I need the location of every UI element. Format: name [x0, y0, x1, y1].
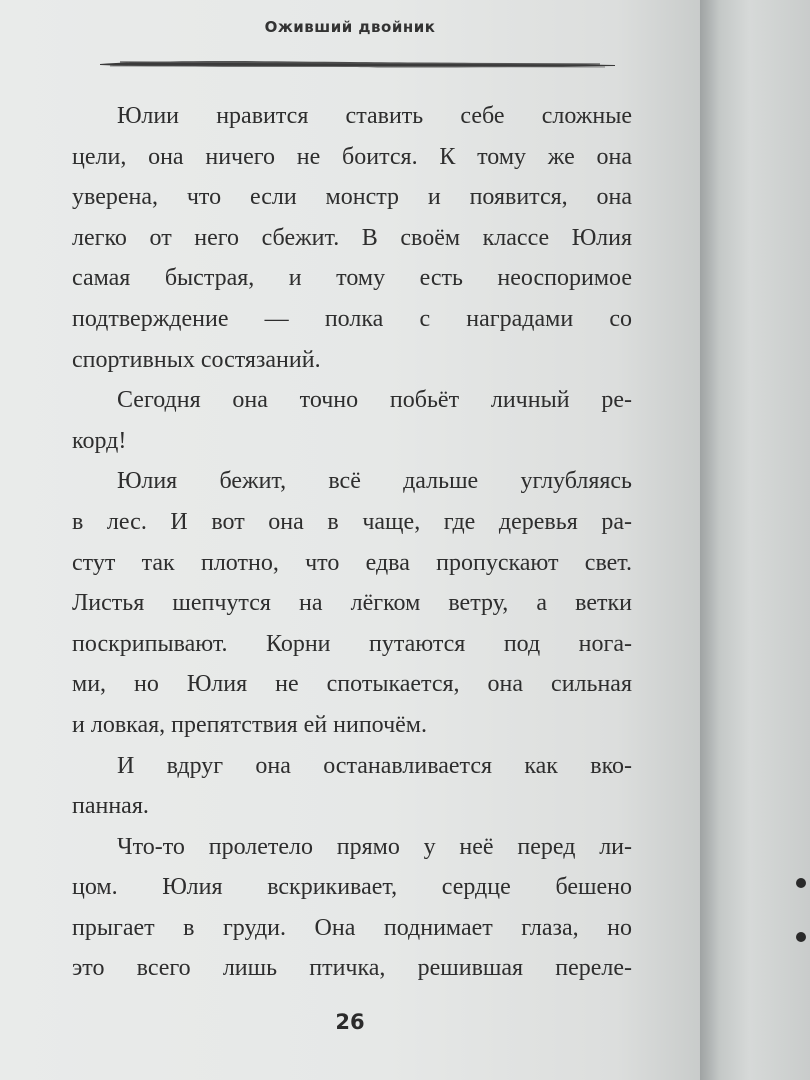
text-line: цели, она ничего не боится. К тому же она	[72, 143, 632, 170]
body-text	[72, 96, 632, 989]
text-line: Что-то пролетело прямо у неё перед ли-	[117, 833, 632, 860]
header-rule	[100, 58, 615, 70]
text-line: и ловкая, препятствия ей нипочём.	[72, 711, 427, 738]
text-line: Юлия бежит, всё дальше углубляясь	[117, 468, 632, 495]
text-line: уверена, что если монстр и появится, она	[72, 184, 632, 211]
text-line: в лес. И вот она в чаще, где деревья ра-	[72, 508, 632, 535]
text-line: Листья шепчутся на лёгком ветру, а ветки	[72, 590, 632, 617]
text-line: панная.	[72, 793, 149, 820]
adjacent-page-mark	[796, 878, 806, 888]
text-line: корд!	[72, 427, 127, 454]
text-line: цом. Юлия вскрикивает, сердце бешено	[72, 874, 632, 901]
page-number: 26	[335, 1010, 365, 1034]
text-line: спортивных состязаний.	[72, 346, 321, 373]
text-line: И вдруг она останавливается как вко-	[117, 752, 632, 779]
text-line: Сегодня она точно побьёт личный ре-	[117, 387, 632, 414]
text-line: стут так плотно, что едва пропускают свет.	[72, 549, 632, 576]
text-line: ми, но Юлия не спотыкается, она сильная	[72, 671, 632, 698]
text-line: подтверждение — полка с наградами со	[72, 305, 632, 332]
adjacent-page-edge	[700, 0, 810, 1080]
text-line: прыгает в груди. Она поднимает глаза, но	[72, 914, 632, 941]
text-line: легко от него сбежит. В своём классе Юлия	[72, 224, 632, 251]
text-line: это всего лишь птичка, решившая переле-	[72, 955, 632, 982]
text-line: самая быстрая, и тому есть неоспоримое	[72, 265, 632, 292]
running-head: Оживший двойник	[264, 18, 436, 36]
text-line: поскрипывают. Корни путаются под нога-	[72, 630, 632, 657]
text-line: Юлии нравится ставить себе сложные	[117, 103, 632, 129]
adjacent-page-mark	[796, 932, 806, 942]
